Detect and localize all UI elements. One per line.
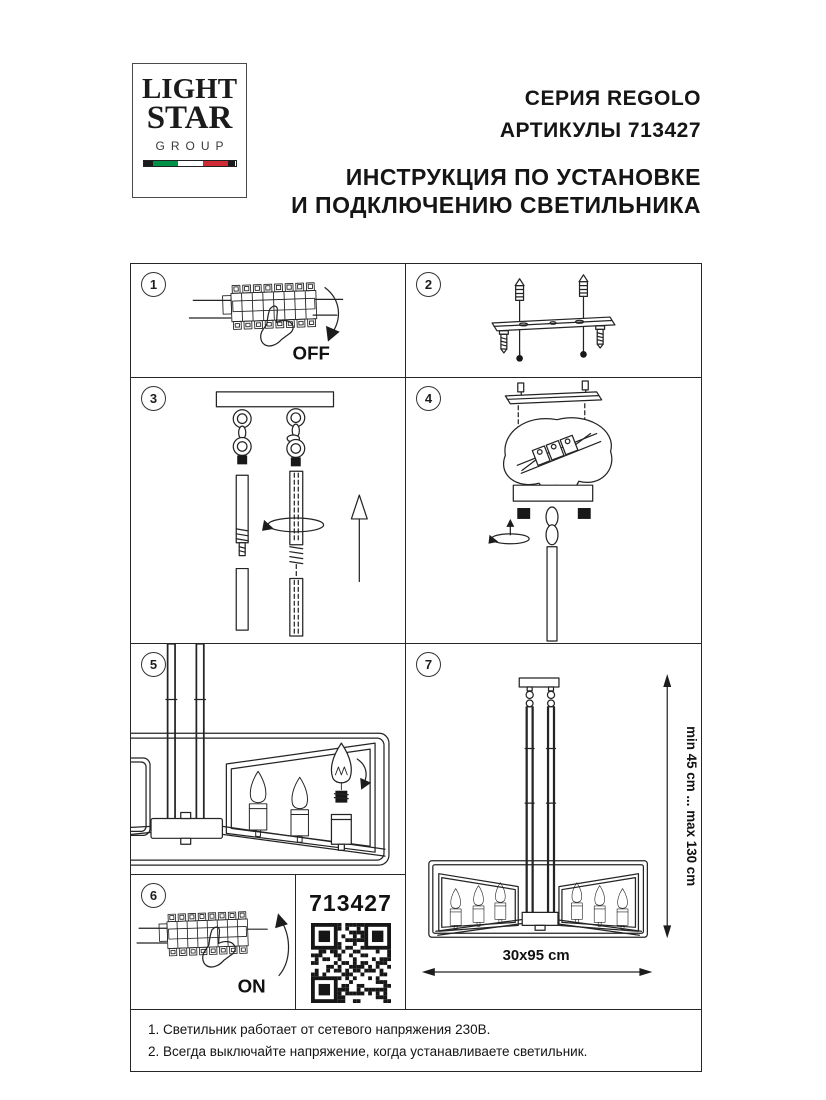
step-5-panel: [130, 643, 406, 875]
step1-breaker-off-diagram: [131, 264, 405, 377]
series-title: СЕРИЯ REGOLO: [524, 87, 701, 110]
footnote-1: 1. Светильник работает от сетевого напряжения 230В.: [148, 1022, 491, 1037]
step4-ceiling-mount-diagram: [406, 378, 701, 643]
step-3-panel: [130, 377, 406, 644]
step-number-badge: 3: [141, 386, 166, 411]
step-number-badge: 1: [141, 272, 166, 297]
step5-bulb-install-diagram: [131, 644, 405, 874]
logo-line2: STAR: [146, 99, 233, 136]
step-number-badge: 6: [141, 883, 166, 908]
vertical-dimension-label: min 45 cm ... max 130 cm: [684, 726, 700, 887]
lightstar-logo: [132, 63, 247, 198]
step-number-badge: 5: [141, 652, 166, 677]
on-label: ON: [237, 975, 266, 997]
step-number-badge: 4: [416, 386, 441, 411]
step-number-badge: 7: [416, 652, 441, 677]
step-1-panel: [130, 263, 406, 378]
step-2-panel: [405, 263, 702, 378]
article-title: АРТИКУЛЫ 713427: [499, 119, 701, 142]
step-number-badge: 2: [416, 272, 441, 297]
logo-line3: GROUP: [155, 139, 230, 154]
logo-line1: LIGHT: [141, 73, 238, 105]
step2-bracket-diagram: [406, 264, 701, 377]
step-7-panel: [405, 643, 702, 1010]
horizontal-dimension-label: 30x95 cm: [502, 948, 570, 965]
off-label: OFF: [292, 342, 330, 364]
footnote-2: 2. Всегда выключайте напряжение, когда устанавливаете светильник.: [148, 1043, 588, 1059]
step3-rod-assembly-diagram: [131, 378, 405, 643]
qr-code: [311, 923, 391, 1003]
instruction-title-line1: ИНСТРУКЦИЯ ПО УСТАНОВКЕ: [345, 164, 701, 190]
step7-full-fixture-diagram: [406, 644, 701, 1009]
article-qr-cell: [295, 874, 406, 1010]
article-number: 713427: [309, 890, 392, 916]
italian-flag-bar: [143, 160, 237, 167]
step-6-panel: [130, 874, 296, 1010]
step-4-panel: [405, 377, 702, 644]
footnotes-panel: [130, 1009, 702, 1072]
instruction-title-line2: И ПОДКЛЮЧЕНИЮ СВЕТИЛЬНИКА: [291, 192, 701, 218]
